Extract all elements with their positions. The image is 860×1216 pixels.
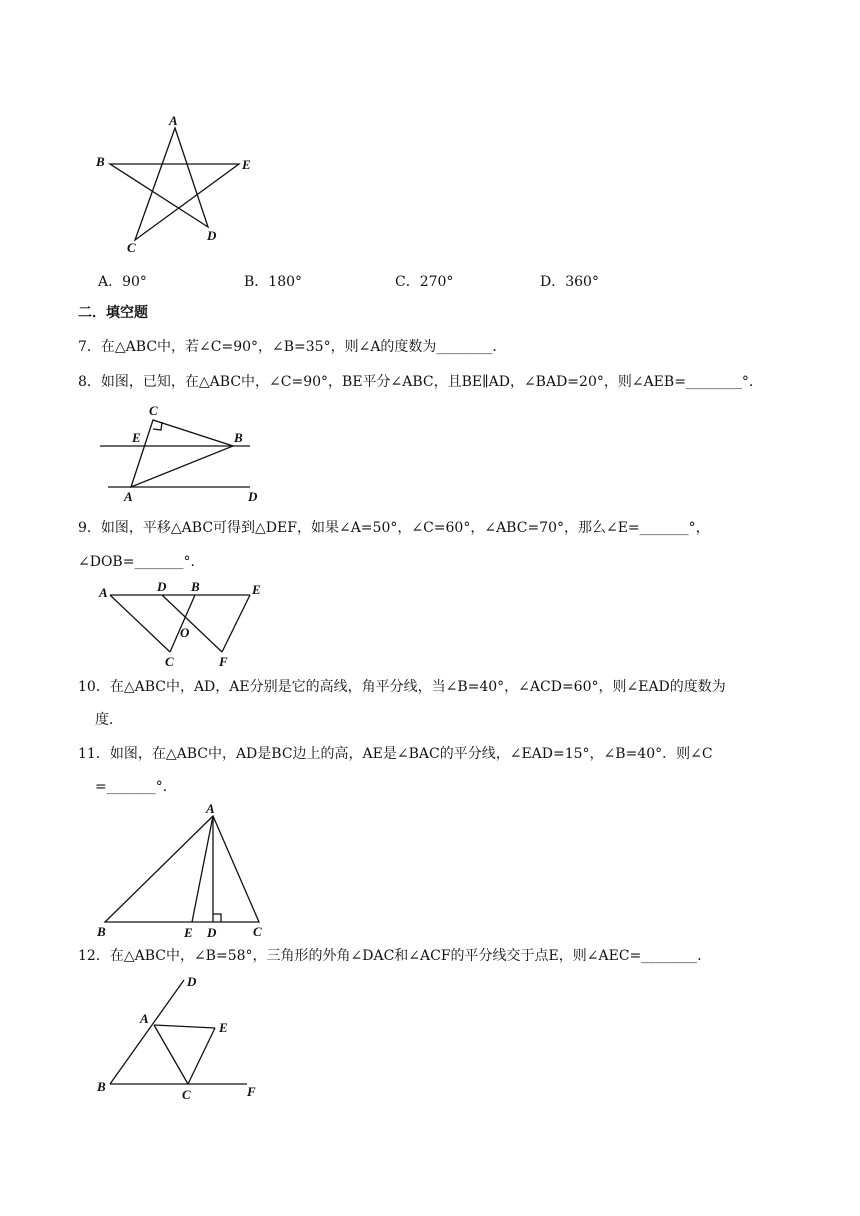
label-c: C xyxy=(182,1087,191,1102)
question-9-line-2: ∠DOB=_______°． xyxy=(78,554,205,570)
triangle-abc xyxy=(131,420,233,487)
label-a: A xyxy=(99,585,108,600)
question-8: 8．如图，已知，在△ABC中，∠C=90°，BE平分∠ABC，且BE∥AD，∠BAD=20°，则∠AEB=________°． xyxy=(78,374,763,390)
label-c: C xyxy=(149,403,158,418)
label-d: D xyxy=(248,489,258,504)
label-e: E xyxy=(184,925,193,940)
label-b: B xyxy=(97,1079,106,1094)
figure-q8 xyxy=(100,400,270,505)
segment-fe xyxy=(222,595,250,652)
triangle-abc xyxy=(105,816,259,922)
label-a: A xyxy=(124,489,133,504)
segment-bd xyxy=(110,980,184,1084)
question-11-line-1: 11．如图，在△ABC中，AD是BC边上的高，AE是∠BAC的平分线，∠EAD=15°，∠B=40°．则∠C xyxy=(78,746,713,762)
segment-ac xyxy=(154,1025,188,1084)
label-d: D xyxy=(207,925,217,940)
option-a: A．90° xyxy=(98,274,147,290)
label-a: A xyxy=(169,113,178,128)
right-angle-mark xyxy=(213,914,221,922)
option-b: B．180° xyxy=(244,274,303,290)
label-b: B xyxy=(191,579,200,594)
label-a: A xyxy=(140,1011,149,1026)
label-a: A xyxy=(206,801,215,816)
label-c: C xyxy=(127,240,136,255)
label-f: F xyxy=(219,654,228,669)
label-b: B xyxy=(96,154,105,169)
section-title: 二．填空题 xyxy=(78,305,148,321)
label-c: C xyxy=(253,924,262,939)
segment-ae xyxy=(154,1025,215,1028)
question-11-line-2: =_______°． xyxy=(95,779,177,795)
option-c: C．270° xyxy=(395,274,454,290)
option-d: D．360° xyxy=(540,274,599,290)
label-f: F xyxy=(247,1084,256,1099)
label-d: D xyxy=(207,228,217,243)
right-angle-mark xyxy=(153,422,162,430)
label-o: O xyxy=(180,625,190,640)
label-e: E xyxy=(252,582,261,597)
question-7: 7．在△ABC中，若∠C=90°，∠B=35°，则∠A的度数为________． xyxy=(78,339,507,355)
segment-ae xyxy=(192,816,213,922)
star-figure xyxy=(90,110,270,260)
segment-ac xyxy=(110,595,170,652)
label-d: D xyxy=(157,579,167,594)
label-c: C xyxy=(165,654,174,669)
label-d: D xyxy=(187,974,197,989)
label-e: E xyxy=(242,157,251,172)
figure-q11 xyxy=(95,800,275,940)
segment-df xyxy=(162,595,222,652)
label-e: E xyxy=(219,1020,228,1035)
label-e: E xyxy=(132,430,141,445)
star-pentagram xyxy=(110,128,239,240)
figure-q12 xyxy=(92,970,272,1100)
label-b: B xyxy=(234,430,243,445)
question-12: 12．在△ABC中，∠B=58°，三角形的外角∠DAC和∠ACF的平分线交于点E，则∠AEC=________． xyxy=(78,948,712,964)
segment-ce xyxy=(188,1028,215,1084)
figure-q9 xyxy=(95,575,270,670)
label-b: B xyxy=(97,924,106,939)
question-9-line-1: 9．如图，平移△ABC可得到△DEF，如果∠A=50°，∠C=60°，∠ABC=70°，那么∠E=_______°， xyxy=(78,520,710,536)
question-10-line-2: 度． xyxy=(95,712,123,728)
question-10-line-1: 10．在△ABC中，AD，AE分别是它的高线，角平分线，当∠B=40°，∠ACD=60°，则∠EAD的度数为 xyxy=(78,679,726,695)
